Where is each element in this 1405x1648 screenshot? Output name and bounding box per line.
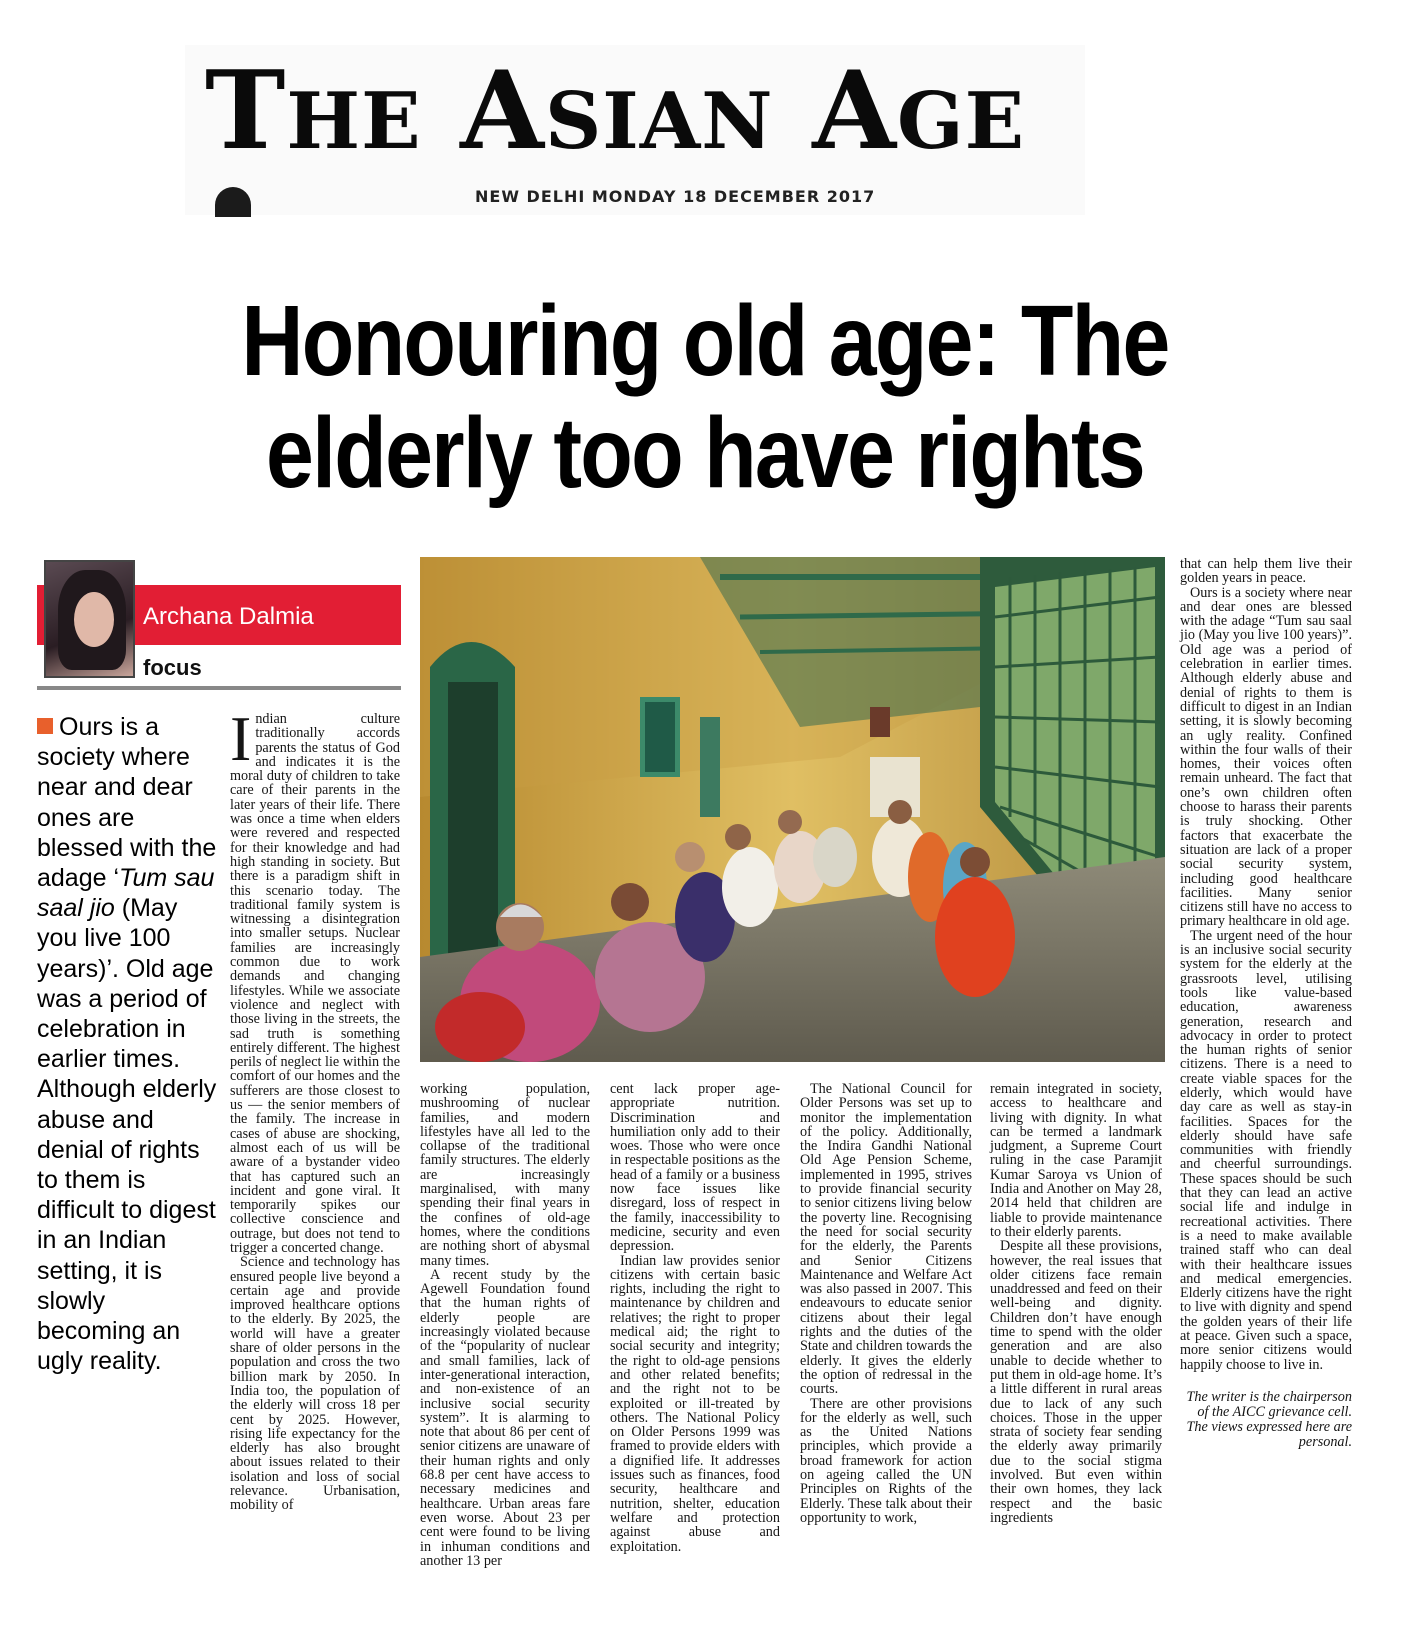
body-paragraph: Science and technology has ensured people live beyond a certain age and provide improved healthcare options to the elderly. By 2025, the world will have a greater share of older persons in the population and cross the two billion mark by 2050. In India too, the population of the elderly will cross 18 per cent by 2025. However, rising life expectancy for the elderly has also brought about issues related to their isolation and loss of social relevance. Urbanisation, mobility of bbox=[230, 1254, 400, 1514]
body-paragraph: There are other provisions for the elderly as well, such as the United Nations principles, which provide a broad framework for action on ageing called the UN Principles on Rights of the Elderly. These talk about their opportunity to work, bbox=[800, 1395, 972, 1526]
pull-quote-marker bbox=[37, 718, 53, 734]
body-paragraph: Ours is a society where near and dear ones are blessed with the adage “Tum sau saal jio (May you live 100 years)”. Old age was a period of celebration in earlier times. Although elderly abuse and denial of rights to them is difficult to digest in an Indian setting, it is slowly becoming an ugly reality. Confined within the four walls of their homes, their voices often remain unheard. The fact that one’s own children often choose to harass their parents is truly shocking. Other factors that exacerbate the situation are lack of a proper social security system, including good healthcare facilities. Many senior citizens still have no access to primary healthcare in old age. bbox=[1180, 584, 1352, 930]
masthead-dateline: NEW DELHI MONDAY 18 DECEMBER 2017 bbox=[475, 187, 876, 206]
article-photo bbox=[420, 557, 1165, 1062]
body-paragraph: The urgent need of the hour is an inclusive social security system for the elderly at the grassroots level, utilising tools like value-based education, awareness generation, research and advocacy in order to protect the human rights of senior citizens. There is a need to create viable spaces for the elderly, which would have day care as well as stay-in facilities. Spaces for the elderly should have safe communities with friendly and cheerful surroundings. These spaces should be such that they can lead an active social life and indulge in recreational activities. There is a need to make available trained staff who can deal with their healthcare issues and medical emergencies. Elderly citizens have the right to live with dignity and spend the golden years of their life at peace. Given such a space, more senior citizens would happily choose to live in. bbox=[1180, 927, 1352, 1373]
drop-cap: I bbox=[230, 703, 252, 774]
author-photo bbox=[44, 560, 135, 678]
body-paragraph: cent lack proper age-appropriate nutrition. Discrimination and humiliation only add to their woes. Those who were once in respectable positions as the head of a family or a business now face issues like disregard, loss of respect in the family, inaccessibility to medicine, security and even depression. bbox=[610, 1081, 780, 1255]
headline: Honouring old age: The elderly too have rights bbox=[241, 285, 1169, 509]
pull-quote-italic: Tum sau saal jio bbox=[37, 864, 215, 923]
author-signoff: The writer is the chairperson of the AICC grievance cell. The views expressed here are personal. bbox=[1186, 1388, 1352, 1450]
pull-quote-text-2: (May you live 100 years)’. Old age was a period of celebration in earlier times. Although elderly abuse and denial of rights to them is difficult to digest in an Indian setting, it is slowly becoming an ugly reality. bbox=[37, 894, 217, 1376]
body-paragraph: The National Council for Older Persons was set up to monitor the implementation of the policy. Additionally, the Indira Gandhi National Old Age Pension Scheme, implemented in 1995, strives to provide financial security to senior citizens living below the poverty line. Recognising the need for social security for the elderly, the Parents and Senior Citizens Maintenance and Welfare Act was also passed in 2007. This endeavours to educate senior citizens about their legal rights and the duties of the State and children towards the elderly. It gives the elderly the option of redressal in the courts. bbox=[800, 1081, 972, 1398]
body-paragraph: Indian law provides senior citizens with certain basic rights, including the right to maintenance by children and relatives; the right to proper medical aid; the right to social security and integrity; the right to old-age pensions and other related benefits; and the right not to be exploited or ill-treated by others. The National Policy on Older Persons 1999 was framed to provide elders with a dignified life. It addresses issues such as finances, food security, healthcare and nutrition, shelter, education welfare and protection against abuse and exploitation. bbox=[610, 1252, 780, 1555]
byline-rule bbox=[37, 686, 401, 690]
body-column-1 bbox=[230, 703, 400, 1514]
author-name: Archana Dalmia bbox=[143, 603, 314, 630]
body-column-5 bbox=[990, 1082, 1162, 1525]
body-paragraph: remain integrated in society, access to healthcare and living with dignity. In what can be termed a landmark judgment, a Supreme Court ruling in the case Paramjit Kumar Saroya vs Union of India and Another on May 28, 2014 held that children are liable to provide maintenance to their elderly parents. bbox=[990, 1081, 1162, 1240]
body-paragraph: Indian culture traditionally accords parents the status of God and indicates it is the moral duty of children to take care of their parents in the later years of their life. There was once a time when elders were revered and respected for their knowledge and had high standing in society. But there is a paradigm shift in this scenario today. The traditional family system is witnessing a disintegration into smaller setups. Nuclear families are increasingly common due to work demands and changing lifestyles. While we associate violence and neglect with those living in the streets, the sad truth is something entirely different. The highest perils of neglect lie within the comfort of our homes and the sufferers are those closest to us — the senior members of the family. The increase in cases of abuse are shocking, almost each of us will be aware of a bystander video that has captured such an incident and gone viral. It temporarily spikes our collective conscience and outrage, but does not tend to trigger a concerted change. bbox=[230, 703, 400, 1256]
body-paragraph: working population, mushrooming of nuclear families, and modern lifestyles have all led to the collapse of the traditional family structures. The elderly are increasingly marginalised, with many spending their final years in the confines of old-age homes, where the conditions are nothing short of abysmal many times. bbox=[420, 1081, 590, 1269]
pull-quote-text-1: Ours is a society where near and dear ones are blessed with the adage ‘ bbox=[37, 713, 217, 893]
column-tag: focus bbox=[143, 655, 202, 680]
masthead-title: THE ASIAN AGE bbox=[205, 48, 1026, 174]
body-column-6 bbox=[1180, 557, 1352, 1450]
body-column-4 bbox=[800, 1082, 972, 1525]
body-column-2 bbox=[420, 1082, 590, 1568]
body-paragraph: that can help them live their golden years in peace. bbox=[1180, 556, 1352, 587]
masthead-photo-fragment bbox=[215, 187, 251, 217]
pull-quote bbox=[37, 712, 217, 1376]
body-paragraph: Despite all these provisions, however, the real issues that older citizens face remain unaddressed and feed on their well-being and dignity. Children don’t have enough time to spend with the older generation and are also unable to decide whether to put them in old-age home. It’s a little different in rural areas due to lack of any such choices. Those in the upper strata of society fear sending the elderly away primarily due to the social stigma involved. But even within their own homes, they lack respect and the basic ingredients bbox=[990, 1238, 1162, 1526]
body-column-3 bbox=[610, 1082, 780, 1554]
body-paragraph: A recent study by the Agewell Foundation found that the human rights of elderly people are increasingly violated because of the “popularity of nuclear and small families, lack of inter-generational interaction, and non-existence of an inclusive social security system”. It is alarming to note that about 86 per cent of senior citizens are unaware of their human rights and only 68.8 per cent have access to necessary medicines and healthcare. Urban areas fare even worse. About 23 per cent were found to be living in inhuman conditions and another 13 per bbox=[420, 1266, 590, 1569]
masthead bbox=[185, 45, 1085, 215]
